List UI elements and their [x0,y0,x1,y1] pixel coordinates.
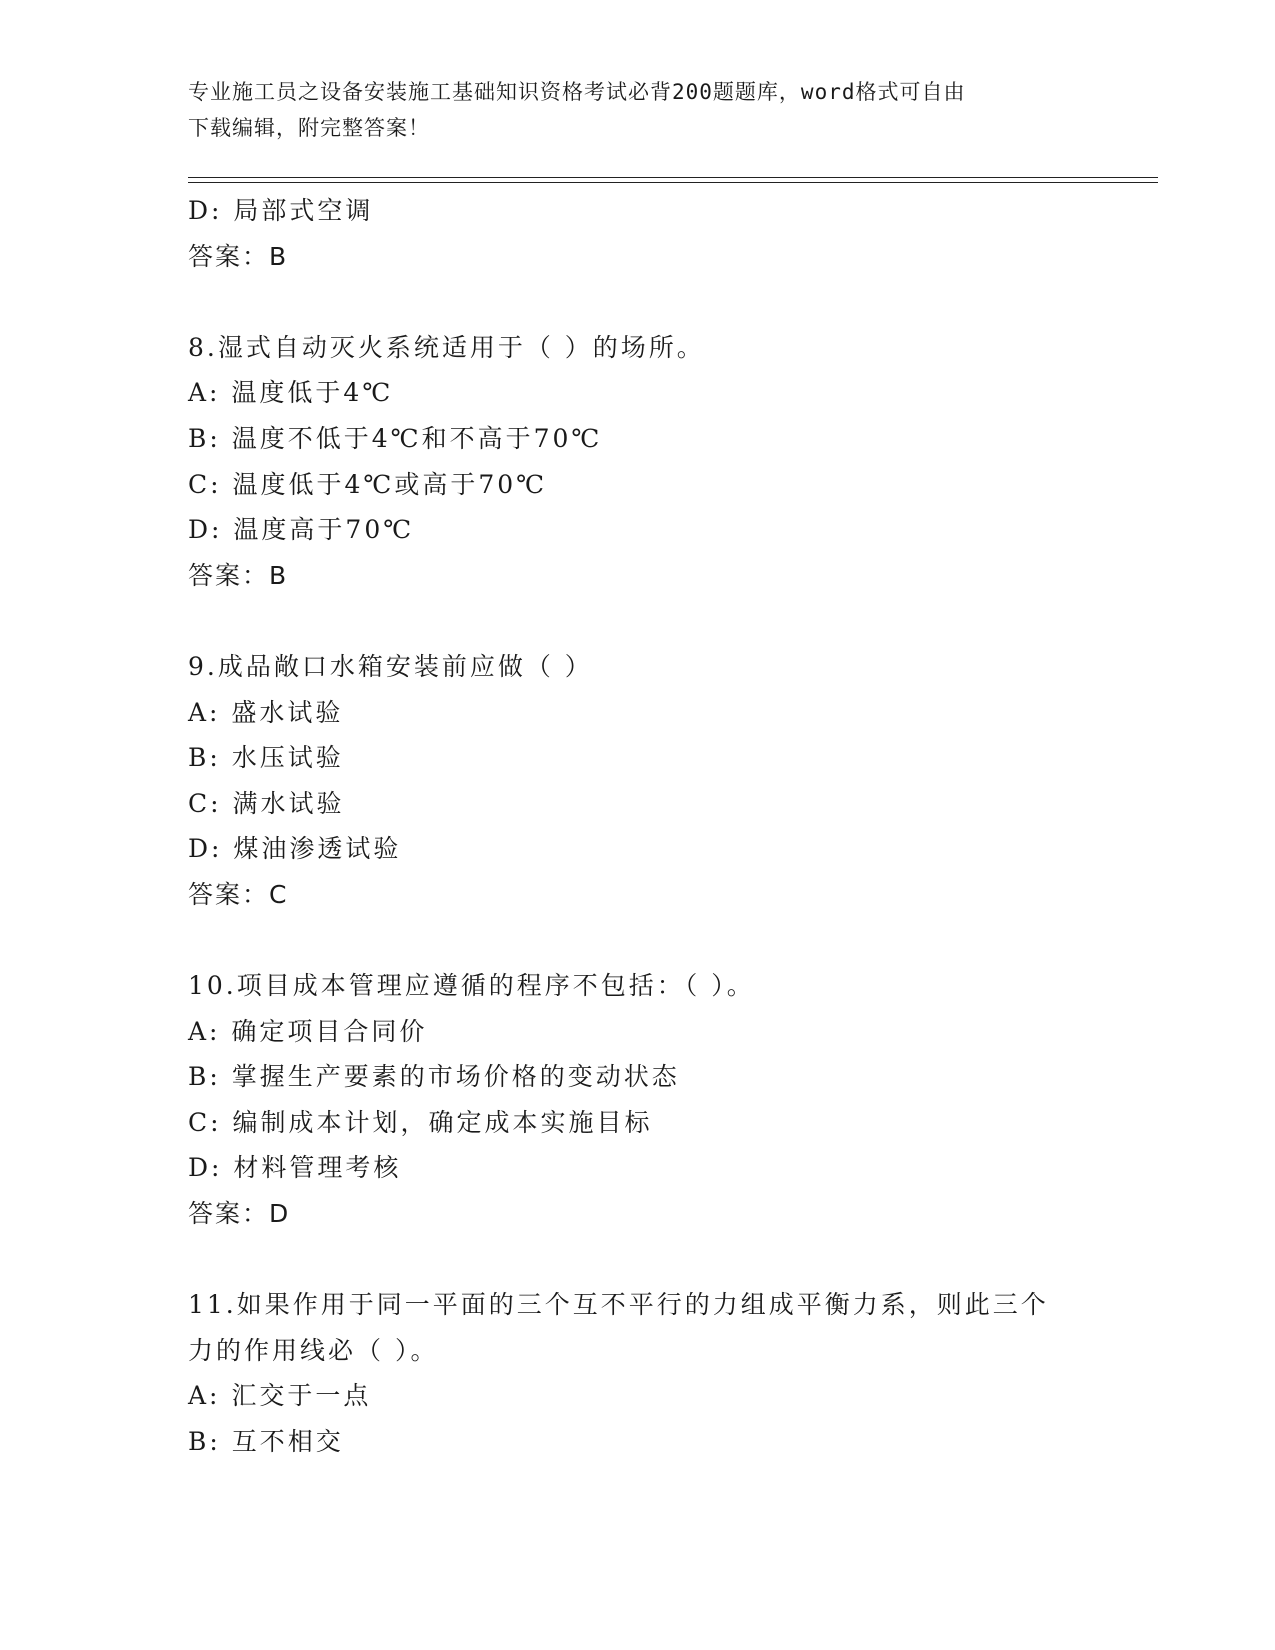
option-b: B: 互不相交 [188,1427,344,1457]
option-d: D: 温度高于70℃ [188,515,415,545]
prev-option-d: D: 局部式空调 [188,196,374,225]
option-c: C: 编制成本计划，确定成本实施目标 [188,1107,653,1137]
option-c: C: 满水试验 [188,788,345,818]
option-b: B: 温度不低于4℃和不高于70℃ [188,423,603,453]
option-b: B: 掌握生产要素的市场价格的变动状态 [188,1062,680,1092]
answer: 答案：B [188,560,289,590]
header-line-2: 下载编辑，附完整答案！ [188,116,430,140]
option-a: A: 确定项目合同价 [188,1016,428,1046]
document-header [188,74,1068,146]
answer: 答案：D [188,1199,291,1229]
option-a: A: 汇交于一点 [188,1381,372,1411]
question-list [188,188,1088,1465]
header-rule-top [188,177,1158,178]
header-line-1: 专业施工员之设备安装施工基础知识资格考试必背200题题库，word格式可自由 [188,80,966,104]
spacer [188,598,1088,644]
option-a: A: 温度低于4℃ [188,378,394,408]
spacer [188,1237,1088,1283]
question-stem-line-2: 力的作用线必（ ）。 [188,1335,439,1365]
header-rule-bottom [188,182,1158,183]
option-a: A: 盛水试验 [188,697,344,727]
option-d: D: 煤油渗透试验 [188,834,402,864]
prev-answer: 答案：B [188,241,289,271]
question-stem: 8.湿式自动灭火系统适用于（ ）的场所。 [188,332,705,362]
question-stem: 10.项目成本管理应遵循的程序不包括：（ ）。 [188,971,755,1001]
option-d: D: 材料管理考核 [188,1153,402,1183]
question-8 [188,325,1088,599]
question-stem-line-1: 11.如果作用于同一平面的三个互不平行的力组成平衡力系，则此三个 [188,1290,1049,1320]
spacer [188,279,1088,325]
option-c: C: 温度低于4℃或高于70℃ [188,469,548,499]
question-10 [188,963,1088,1237]
question-9 [188,644,1088,918]
spacer [188,918,1088,964]
question-stem: 9.成品敞口水箱安装前应做（ ） [188,651,593,681]
question-11 [188,1282,1088,1464]
option-b: B: 水压试验 [188,743,344,773]
answer: 答案：C [188,879,289,909]
